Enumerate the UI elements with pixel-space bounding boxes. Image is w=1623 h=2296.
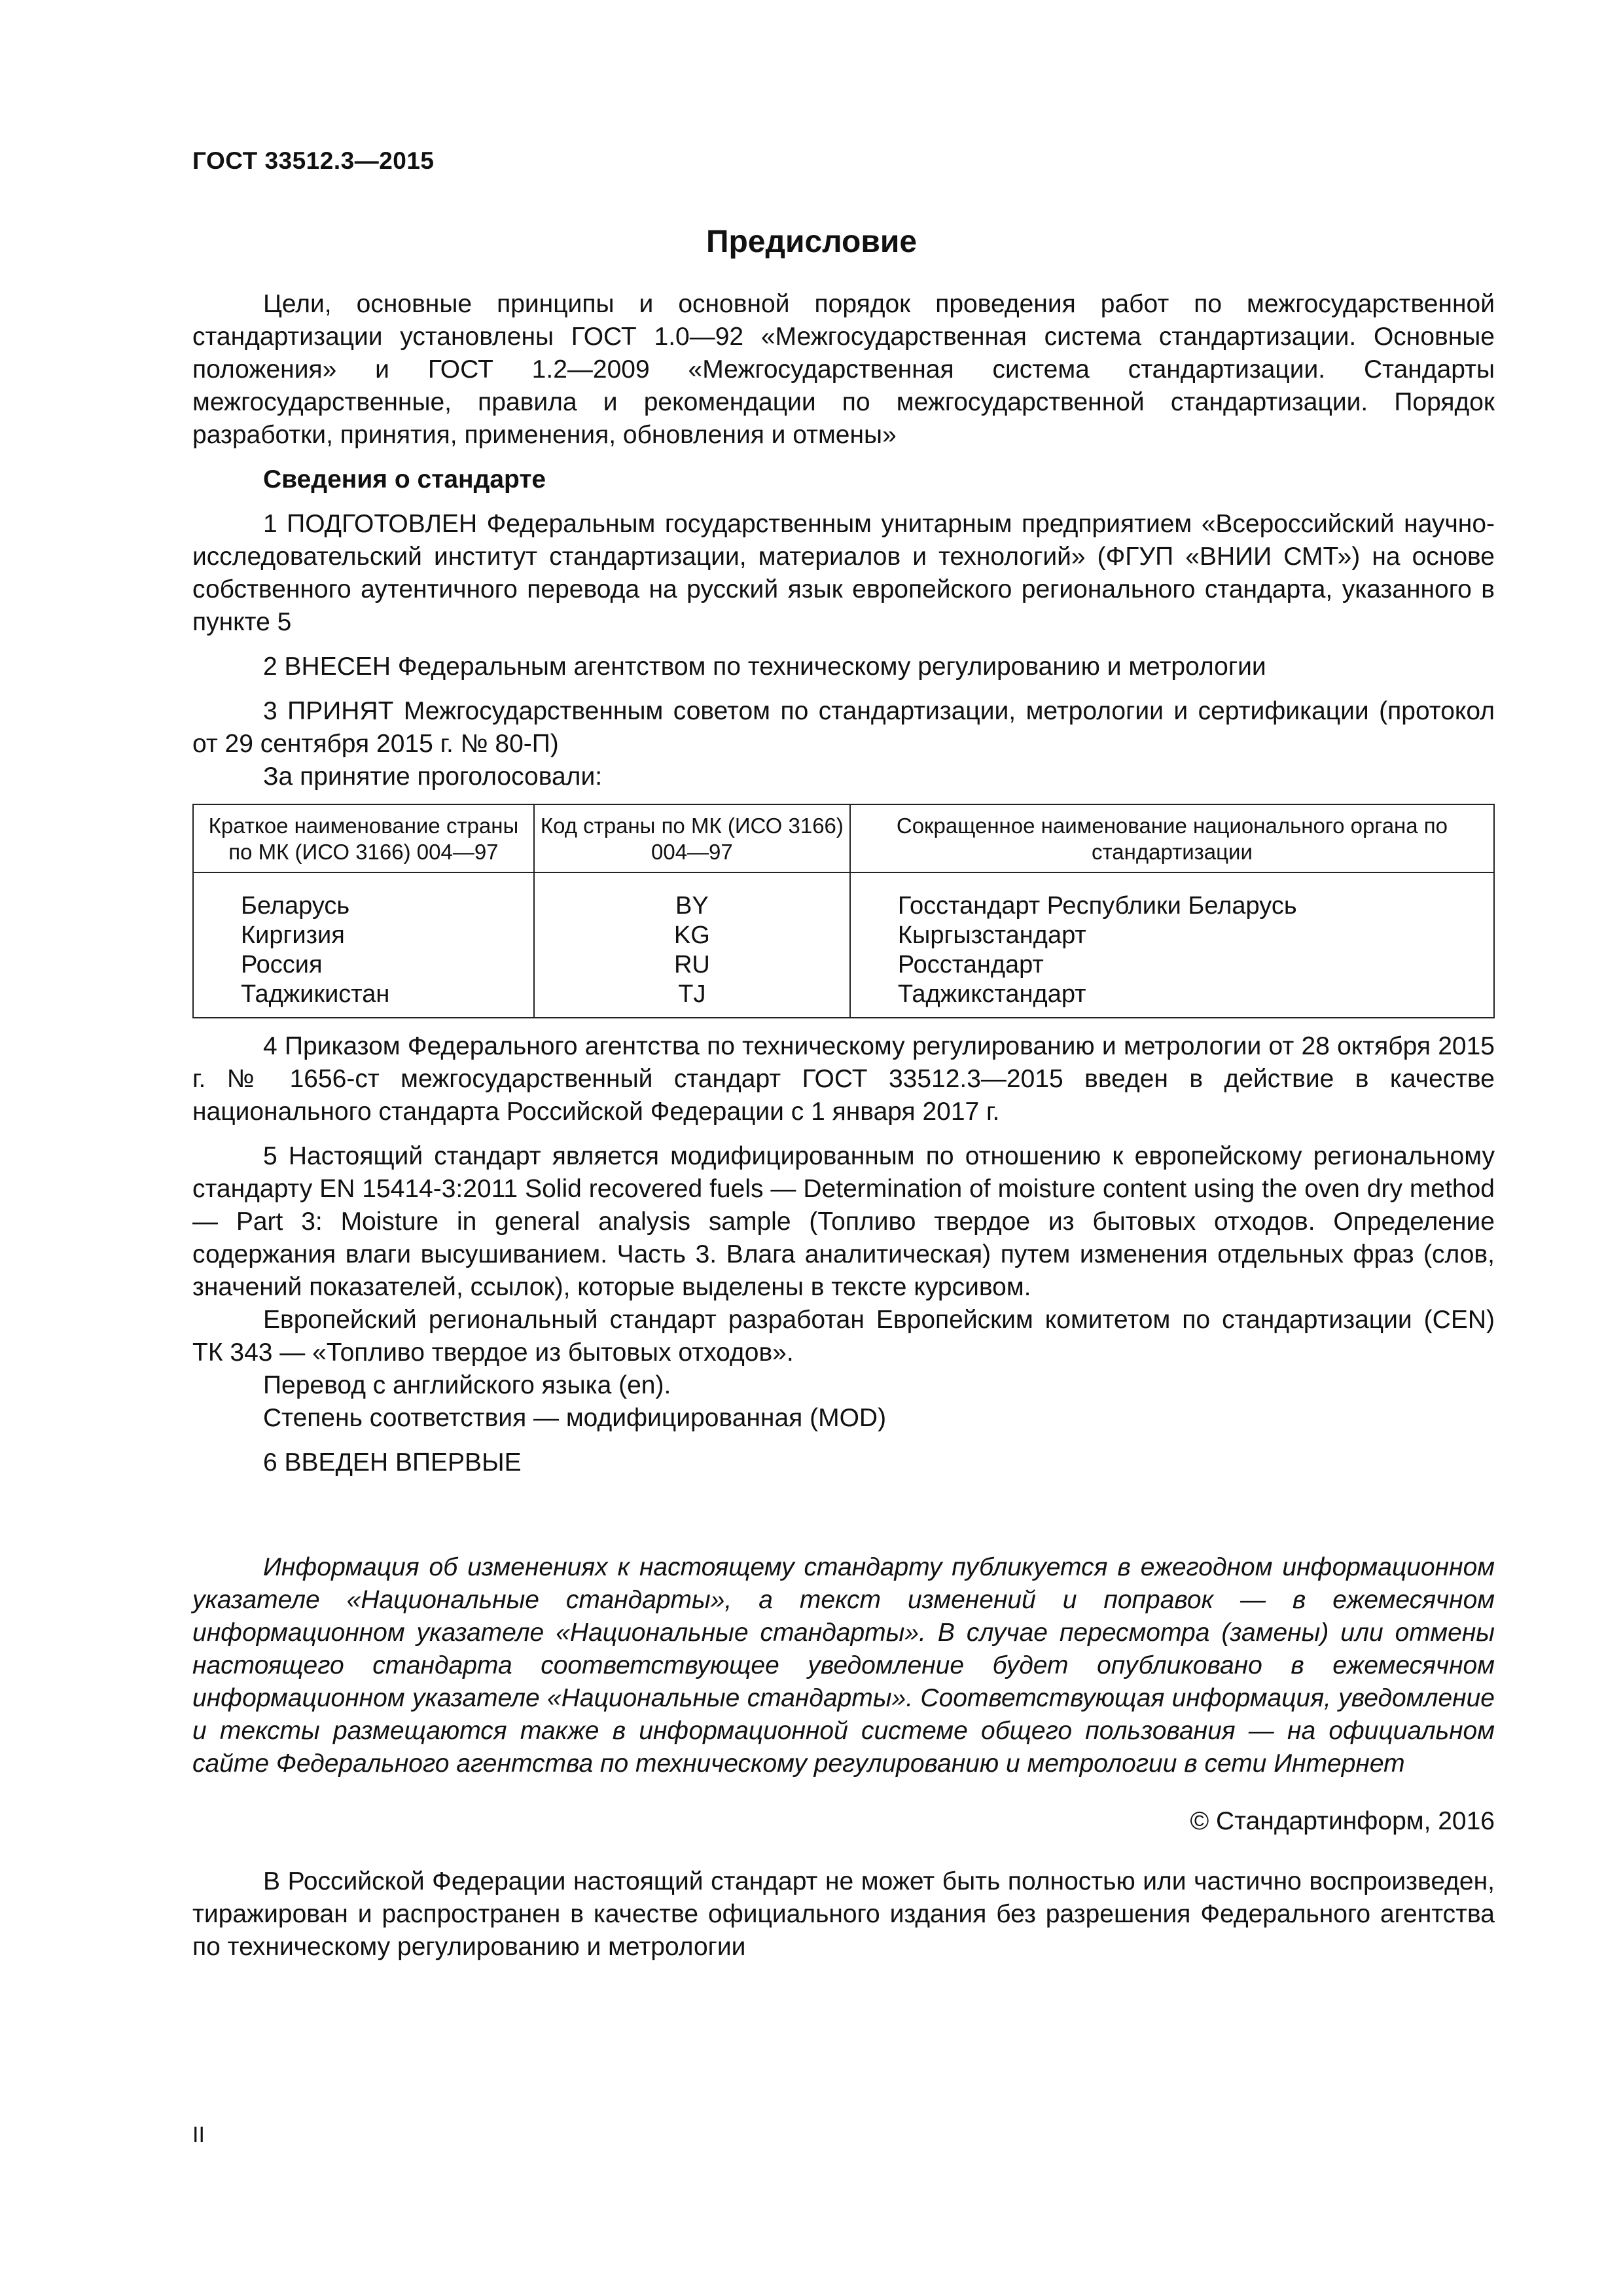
country-name: Россия <box>241 951 323 978</box>
country-code: TJ <box>678 980 706 1008</box>
item-6-paragraph: 6 ВВЕДЕН ВПЕРВЫЕ <box>263 1448 522 1477</box>
standards-body-name: Госстандарт Республики Беларусь <box>897 892 1297 920</box>
item-2-paragraph: 2 ВНЕСЕН Федеральным агентством по техническому регулированию и метрологии <box>263 653 1266 681</box>
page-title: Предисловие <box>705 224 918 259</box>
code-cell <box>534 872 850 1018</box>
intro-paragraph: Цели, основные принципы и основной порядок проведения работ по межгосударственной стандартизации установлены ГОСТ 1.0—92 «Межгосударственная система стандартизации. Основные положения» и ГОСТ 1.2—2009 «Межгосударственная система стандартизации. Стандарты межгосударственные, правила и рекомендации по межгосударственной стандартизации. Порядок разработки, принятия, применения, обновления и отмены» <box>192 290 1495 449</box>
document-body <box>192 288 1495 1964</box>
rights-paragraph: В Российской Федерации настоящий стандарт не может быть полностью или частично воспроизведен, тиражирован и распространен в качестве официального издания без разрешения Федерального агентства по техническому регулированию и метрологии <box>192 1867 1495 1961</box>
table-row <box>193 872 1494 1018</box>
item-5-translation: Перевод с английского языка (en). <box>263 1371 671 1399</box>
item-5-paragraph: 5 Настоящий стандарт является модифицированным по отношению к европейскому региональному стандарту EN 15414-3:2011 Solid recovered fuels — Determination of moisture content using the oven dry method — Part 3: Moisture in general analysis sample (Топливо твердое из бытовых отходов. Определение содержания влаги высушиванием. Часть 3. Влага аналитическая) путем изменения отдельных фраз (слов, значений показателей, ссылок), которые выделены в тексте курсивом. <box>192 1142 1495 1301</box>
item-3-paragraph: 3 ПРИНЯТ Межгосударственным советом по стандартизации, метрологии и сертификации (протокол от 29 сентября 2015 г. № 80-П) <box>192 697 1495 758</box>
country-code: BY <box>675 892 709 920</box>
info-heading: Сведения о стандарте <box>263 465 546 493</box>
country-cell <box>193 872 534 1018</box>
document-number-header: ГОСТ 33512.3—2015 <box>192 147 435 174</box>
country-name: Беларусь <box>241 892 350 920</box>
changes-notice: Информация об изменениях к настоящему стандарту публикуется в ежегодном информационном указателе «Национальные стандарты», а текст изменений и поправок — в ежемесячном информационном указателе «Национальные стандарты». В случае пересмотра (замены) или отмены настоящего стандарта соответствующее уведомление будет опубликовано в ежемесячном информационном указателе «Национальные стандарты». Соответствующая информация, уведомление и тексты размещаются также в информационной системе общего пользования — на официальном сайте Федерального агентства по техническому регулированию и метрологии в сети Интернет <box>192 1553 1495 1778</box>
country-code: RU <box>673 951 710 978</box>
item-4-paragraph: 4 Приказом Федерального агентства по техническому регулированию и метрологии от 28 октября 2015 г. № 1656-ст межгосударственный стандарт ГОСТ 33512.3—2015 введен в действие в качестве национального стандарта Российской Федерации с 1 января 2017 г. <box>192 1032 1495 1126</box>
voted-label: За принятие проголосовали: <box>263 762 603 791</box>
column-header-code: Код страны по МК (ИСО 3166) 004—97 <box>534 804 850 872</box>
item-5-degree: Степень соответствия — модифицированная (MOD) <box>263 1404 887 1432</box>
page-number: II <box>192 2123 205 2147</box>
standards-body-name: Росстандарт <box>897 951 1044 978</box>
copyright-line: © Стандартинформ, 2016 <box>1190 1807 1495 1835</box>
column-header-country: Краткое наименование страны по МК (ИСО 3166) 004—97 <box>193 804 534 872</box>
column-header-body: Сокращенное наименование национального органа по стандартизации <box>850 804 1494 872</box>
body-cell <box>850 872 1494 1018</box>
voting-table <box>192 804 1495 1018</box>
country-name: Таджикистан <box>241 980 390 1008</box>
item-5-developer: Европейский региональный стандарт разработан Европейским комитетом по стандартизации (CEN) ТК 343 — «Топливо твердое из бытовых отходов». <box>192 1306 1495 1367</box>
standards-body-name: Кыргызстандарт <box>897 922 1086 949</box>
table-header-row <box>193 804 1494 872</box>
standards-body-name: Таджикстандарт <box>897 980 1086 1008</box>
country-code: KG <box>673 922 710 949</box>
item-1-paragraph: 1 ПОДГОТОВЛЕН Федеральным государственным унитарным предприятием «Всероссийский научно-исследовательский институт стандартизации, материалов и технологий» (ФГУП «ВНИИ СМТ») на основе собственного аутентичного перевода на русский язык европейского регионального стандарта, указанного в пункте 5 <box>192 510 1495 636</box>
country-name: Киргизия <box>241 922 345 949</box>
